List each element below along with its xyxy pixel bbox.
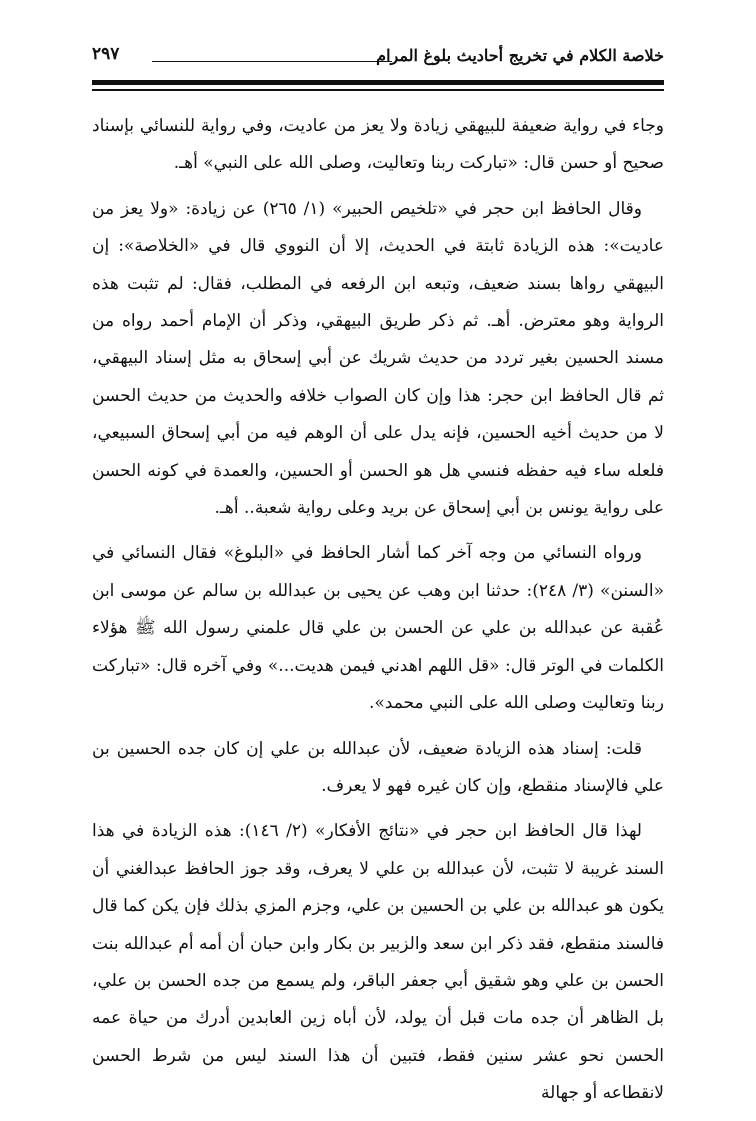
page-header bbox=[92, 44, 664, 74]
header-rule bbox=[152, 61, 392, 62]
header-divider-thick bbox=[92, 80, 664, 85]
paragraph: لهذا قال الحافظ ابن حجر في «نتائج الأفكار» (٢/ ١٤٦): هذه الزيادة في هذا السند غريبة لا تثبت، لأن عبدالله بن علي لا يعرف، وقد جوز الحافظ عبدالغني أن يكون هو عبدالله بن علي بن الحسين بن علي، وجزم المزي بذلك فإن يكن كما قال فالسند منقطع، فقد ذكر ابن سعد والزبير بن بكار وابن حبان أن أمه أم عبدالله بنت الحسن بن علي وهو شقيق أبي جعفر الباقر، ولم يسمع من جده الحسن بن علي، بل الظاهر أن جده مات قبل أن يولد، لأن أباه زين العابدين أدرك من حياة عمه الحسن نحو عشر سنين فقط، فتبين أن هذا السند ليس من شرط الحسن لانقطاعه أو جهالة bbox=[92, 821, 664, 1104]
paragraph: وجاء في رواية ضعيفة للبيهقي زيادة ولا يعز من عاديت، وفي رواية للنسائي بإسناد صحيح أو حسن قال: «تباركت ربنا وتعاليت، وصلى الله على النبي» أهـ. bbox=[92, 116, 664, 174]
paragraph: قلت: إسناد هذه الزيادة ضعيف، لأن عبدالله بن علي إن كان جده الحسين بن علي فالإسناد منقطع، وإن كان غيره فهو لا يعرف. bbox=[92, 738, 664, 796]
paragraph: وقال الحافظ ابن حجر في «تلخيص الحبير» (١/ ٢٦٥) عن زيادة: «ولا يعز من عاديت»: هذه الزيادة ثابتة في الحديث، إلا أن النووي قال في «الخلاصة»: إن البيهقي رواها بسند ضعيف، وتبعه ابن الرفعه في المطلب، فقال: لم تثبت هذه الرواية وهو معترض. أهـ. ثم ذكر طريق البيهقي، وذكر أن الإمام أحمد رواه من مسند الحسين بغير تردد من حديث شريك عن أبي إسحاق به مثل إسناد البيهقي، ثم قال الحافظ ابن حجر: هذا وإن كان الصواب خلافه والحديث من حديث الحسن لا من حديث أخيه الحسين، فإنه يدل على أن الوهم فيه من أبي إسحاق السبيعي، فلعله ساء فيه حفظه فنسي هل هو الحسن أو الحسين، والعمدة في كونه الحسن على رواية يونس بن أبي إسحاق عن بريد وعلى رواية شعبة.. أهـ. bbox=[92, 198, 664, 519]
header-divider-thin bbox=[92, 89, 664, 91]
page-number: ٢٩٧ bbox=[92, 44, 120, 64]
running-title: خلاصة الكلام في تخريج أحاديث بلوغ المرام bbox=[376, 46, 664, 65]
body-text bbox=[92, 108, 664, 1121]
paragraph: ورواه النسائي من وجه آخر كما أشار الحافظ في «البلوغ» فقال النسائي في «السنن» (٣/ ٢٤٨): حدثنا ابن وهب عن يحيى بن عبدالله بن سالم عن موسى ابن عُقبة عن عبدالله بن علي عن الحسن بن علي قال علمني رسول الله ﷺ هؤلاء الكلمات في الوتر قال: «قل اللهم اهدني فيمن هديت...» وفي آخره قال: «تباركت ربنا وتعاليت وصلى الله على النبي محمد». bbox=[92, 543, 664, 714]
